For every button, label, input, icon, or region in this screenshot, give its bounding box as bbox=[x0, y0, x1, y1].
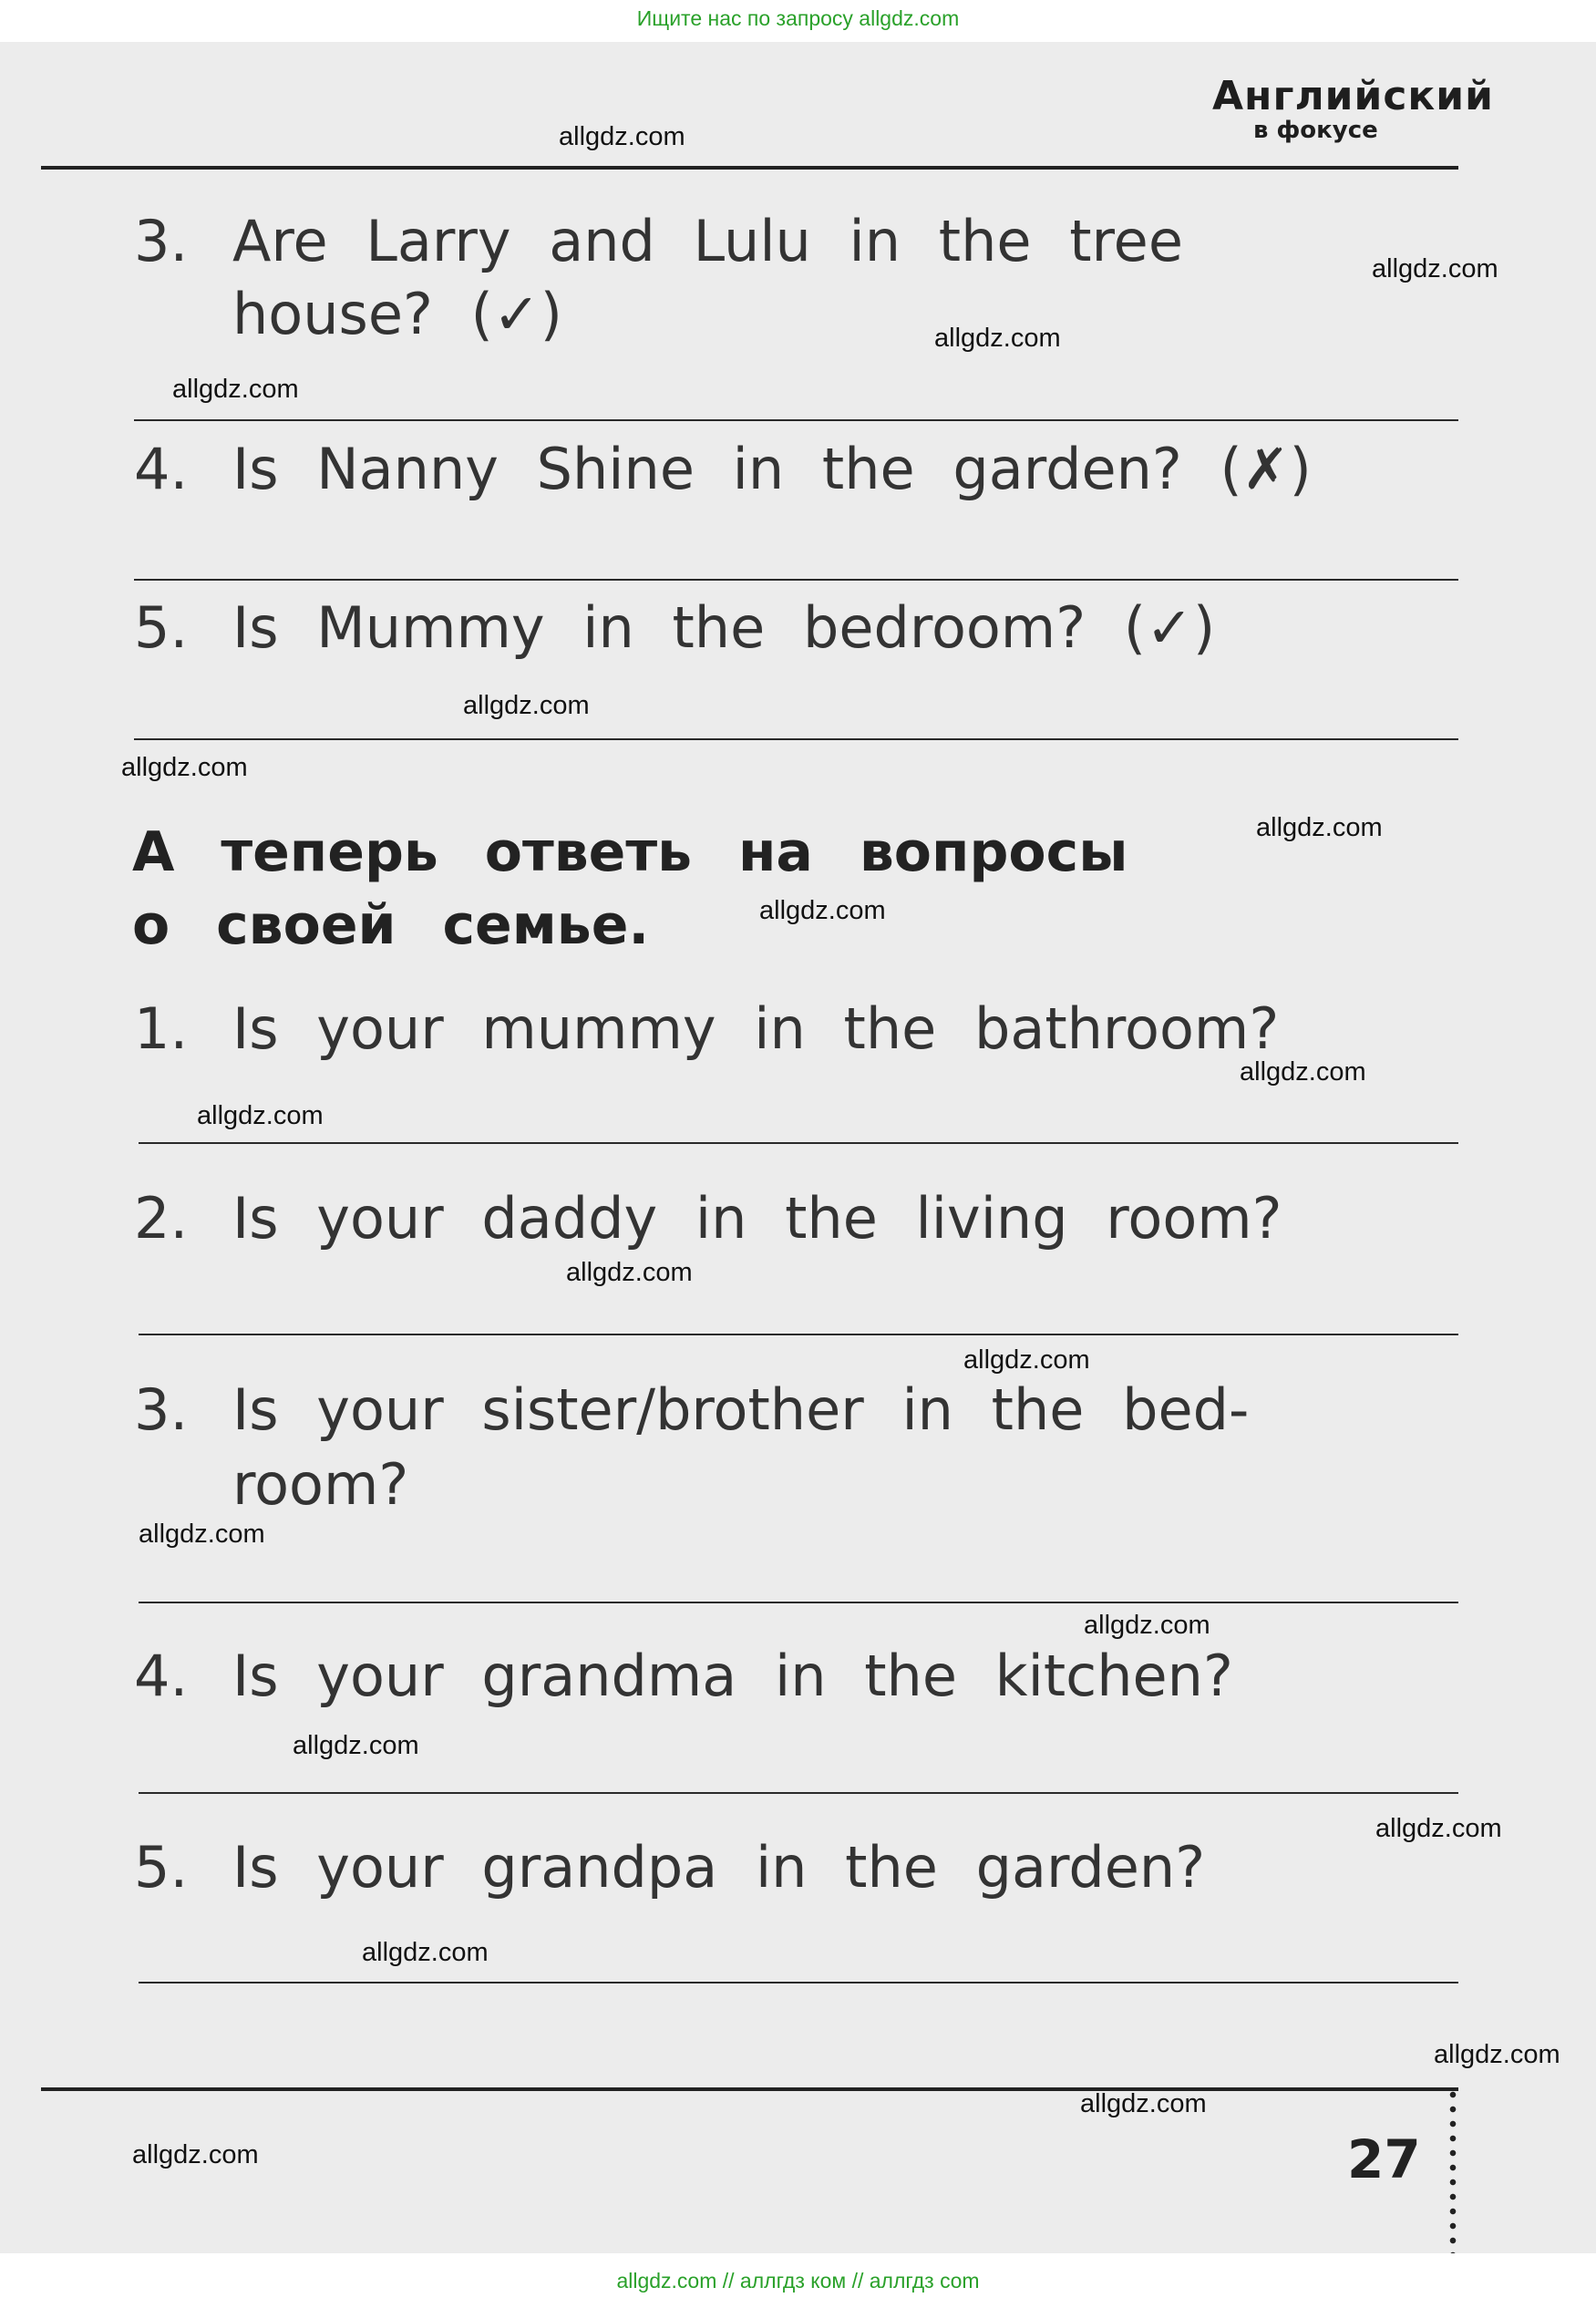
question-text: Is Nanny Shine in the garden? (✗) bbox=[232, 436, 1312, 502]
question-text-continued: room? bbox=[232, 1451, 409, 1518]
question-4 bbox=[134, 436, 1312, 502]
top-banner: Ищите нас по запросу allgdz.com bbox=[0, 0, 1596, 42]
question-text: Is your sister/brother in the bed- bbox=[232, 1376, 1250, 1443]
family-question-2 bbox=[134, 1185, 1282, 1252]
watermark: allgdz.com bbox=[172, 375, 299, 404]
watermark: allgdz.com bbox=[759, 896, 886, 925]
family-question-4 bbox=[134, 1643, 1233, 1709]
top-divider bbox=[41, 166, 1458, 170]
watermark: allgdz.com bbox=[362, 1938, 489, 1967]
heading-line-2: о своей семье. bbox=[132, 893, 650, 957]
logo-title: Английский bbox=[1212, 73, 1494, 119]
watermark: allgdz.com bbox=[559, 122, 685, 151]
family-question-3-continued bbox=[134, 1451, 408, 1518]
question-number: 4. bbox=[134, 1643, 189, 1709]
question-number: 2. bbox=[134, 1185, 189, 1252]
bottom-divider bbox=[41, 2087, 1458, 2091]
watermark: allgdz.com bbox=[1375, 1814, 1502, 1843]
answer-line[interactable] bbox=[139, 1334, 1458, 1335]
answer-line[interactable] bbox=[139, 1792, 1458, 1794]
watermark: allgdz.com bbox=[132, 2140, 259, 2169]
answer-line[interactable] bbox=[134, 579, 1458, 581]
watermark: allgdz.com bbox=[197, 1101, 324, 1130]
watermark: allgdz.com bbox=[963, 1345, 1090, 1375]
question-text: Is your mummy in the bathroom? bbox=[232, 995, 1280, 1062]
watermark: allgdz.com bbox=[293, 1731, 419, 1760]
bottom-banner: allgdz.com // аллгдз ком // аллгдз com bbox=[0, 2253, 1596, 2301]
question-5 bbox=[134, 594, 1215, 661]
watermark: allgdz.com bbox=[566, 1258, 693, 1287]
question-text: Is your grandma in the kitchen? bbox=[232, 1643, 1233, 1709]
watermark: allgdz.com bbox=[1256, 813, 1383, 842]
question-number: 5. bbox=[134, 594, 189, 661]
watermark: allgdz.com bbox=[139, 1520, 265, 1549]
question-number: 3. bbox=[134, 1376, 189, 1443]
section-heading bbox=[132, 816, 1127, 962]
question-text: Is your grandpa in the garden? bbox=[232, 1834, 1206, 1901]
logo-subtitle: в фокусе bbox=[1253, 117, 1378, 144]
question-number: 3. bbox=[134, 208, 189, 274]
question-number: 1. bbox=[134, 995, 189, 1062]
watermark: allgdz.com bbox=[1372, 254, 1498, 283]
watermark: allgdz.com bbox=[463, 691, 590, 720]
question-number: 4. bbox=[134, 436, 189, 502]
watermark: allgdz.com bbox=[934, 324, 1061, 353]
answer-line[interactable] bbox=[134, 419, 1458, 421]
question-text-continued: house? (✓) bbox=[232, 281, 562, 347]
heading-line-1: А теперь ответь на вопросы bbox=[132, 820, 1128, 884]
textbook-page bbox=[0, 42, 1596, 2253]
question-3-continued bbox=[134, 281, 562, 347]
answer-line[interactable] bbox=[134, 738, 1458, 740]
question-text: Is Mummy in the bedroom? (✓) bbox=[232, 594, 1216, 661]
watermark: allgdz.com bbox=[1084, 1611, 1210, 1640]
question-text: Is your daddy in the living room? bbox=[232, 1185, 1282, 1252]
answer-line[interactable] bbox=[139, 1602, 1458, 1603]
watermark: allgdz.com bbox=[1240, 1057, 1366, 1087]
page-number: 27 bbox=[1347, 2128, 1421, 2190]
question-number: 5. bbox=[134, 1834, 189, 1901]
question-text: Are Larry and Lulu in the tree bbox=[232, 208, 1183, 274]
family-question-5 bbox=[134, 1834, 1205, 1901]
question-3 bbox=[134, 208, 1183, 274]
watermark: allgdz.com bbox=[1434, 2040, 1560, 2069]
dotted-edge bbox=[1449, 2087, 1457, 2279]
family-question-1 bbox=[134, 995, 1279, 1062]
answer-line[interactable] bbox=[139, 1982, 1458, 1983]
book-logo bbox=[1212, 73, 1494, 146]
answer-line[interactable] bbox=[139, 1142, 1458, 1144]
watermark: allgdz.com bbox=[121, 753, 248, 782]
watermark: allgdz.com bbox=[1080, 2089, 1207, 2118]
family-question-3 bbox=[134, 1376, 1249, 1443]
